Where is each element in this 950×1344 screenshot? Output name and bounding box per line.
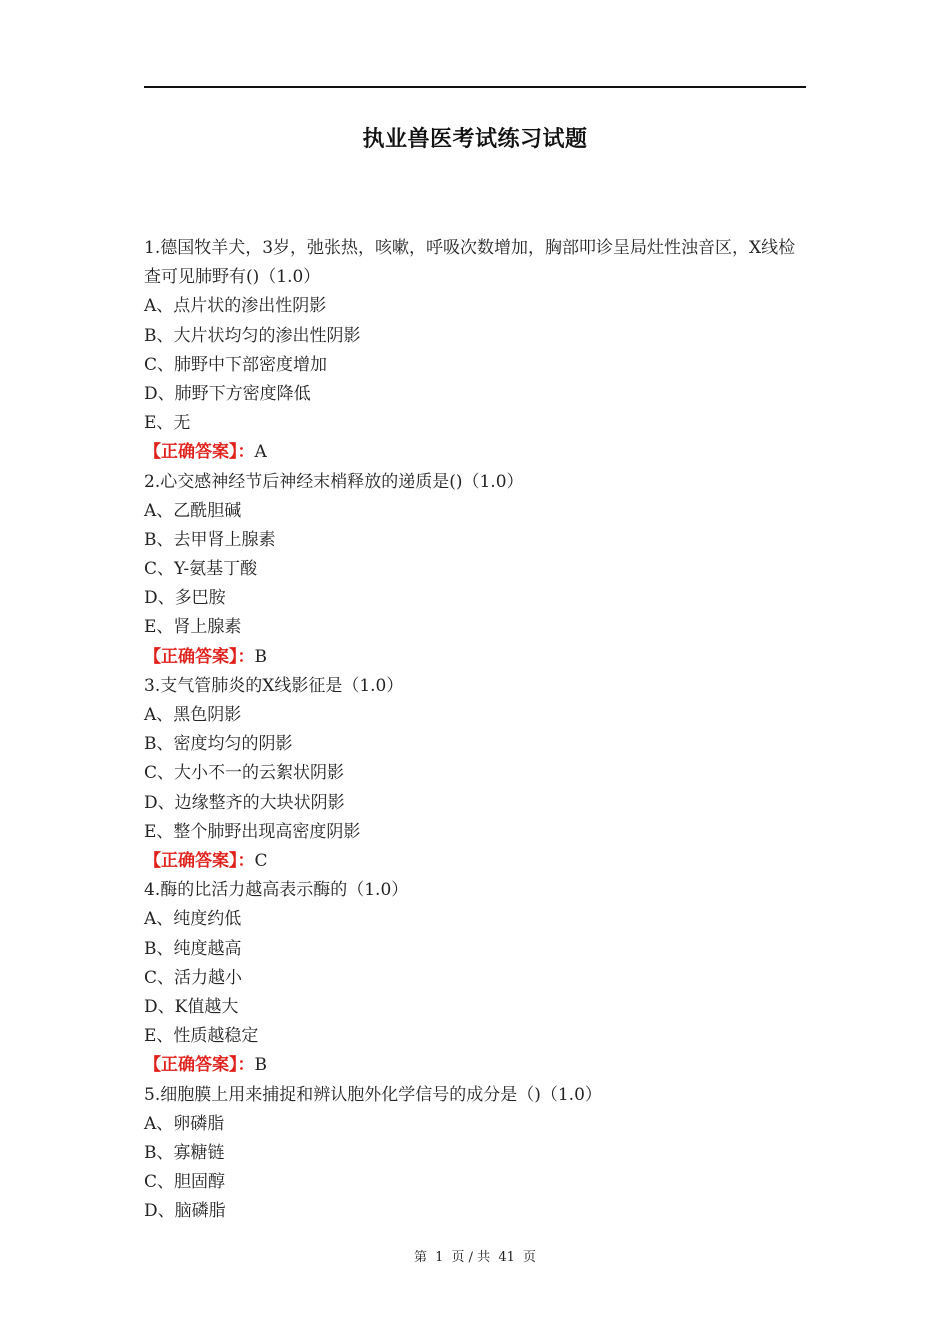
option-d: D、脑磷脂 [144,1201,226,1222]
option-b: B、纯度越高 [144,938,242,959]
correct-answer [144,847,806,876]
option-a: A、纯度约低 [144,909,242,930]
option-d: D、多巴胺 [144,588,226,609]
option-e: E、性质越稳定 [144,1026,259,1047]
option-e: E、无 [144,413,191,434]
option-e: E、肾上腺素 [144,617,242,638]
option-b: B、去甲肾上腺素 [144,529,276,550]
question-3 [144,672,806,876]
answer-label: 【正确答案】： [144,851,255,871]
option-b: B、寡糖链 [144,1142,225,1163]
option-c: C、肺野中下部密度增加 [144,354,328,375]
answer-value: C [254,851,268,871]
option-e: E、整个肺野出现高密度阴影 [144,821,361,842]
question-text: 3.支气管肺炎的X线影征是（1.0） [144,675,404,696]
page-number: 1 [435,1250,444,1265]
option-c: C、胆固醇 [144,1172,226,1193]
question-text: 4.酶的比活力越高表示酶的（1.0） [144,880,409,901]
question-list [144,234,806,1226]
option-c: C、大小不一的云絮状阴影 [144,763,345,784]
option-c: C、活力越小 [144,967,243,988]
footer-suffix: 页 [523,1250,537,1265]
option-d: D、肺野下方密度降低 [144,383,311,404]
question-5 [144,1081,806,1227]
option-b: B、大片状均匀的渗出性阴影 [144,325,361,346]
option-a: A、点片状的渗出性阴影 [144,296,327,317]
option-b: B、密度均匀的阴影 [144,734,293,755]
correct-answer [144,438,806,467]
correct-answer [144,1051,806,1080]
question-text: 1.德国牧羊犬，3岁，弛张热，咳嗽，呼吸次数增加，胸部叩诊呈局灶性浊音区，X线检查可见肺野有()（1.0） [144,238,796,288]
correct-answer [144,643,806,672]
answer-label: 【正确答案】： [144,442,255,463]
question-2 [144,468,806,672]
footer-mid: 页 / 共 [451,1250,491,1265]
answer-value: B [254,646,267,667]
option-d: D、边缘整齐的大块状阴影 [144,792,345,813]
question-text: 2.心交感神经节后神经末梢释放的递质是()（1.0） [144,471,524,492]
option-a: A、黑色阴影 [144,705,242,726]
answer-value: B [254,1055,267,1076]
question-4 [144,876,806,1080]
question-1 [144,234,806,468]
option-c: C、Y-氨基丁酸 [144,559,258,580]
option-d: D、K值越大 [144,996,239,1017]
option-a: A、乙酰胆碱 [144,500,242,521]
answer-label: 【正确答案】： [144,646,255,667]
answer-label: 【正确答案】： [144,1055,255,1076]
page-footer [0,1246,950,1265]
answer-value: A [254,442,267,463]
page-total: 41 [498,1250,515,1265]
footer-prefix: 第 [413,1250,427,1265]
option-a: A、卵磷脂 [144,1113,225,1134]
header-rule [144,86,806,88]
question-text: 5.细胞膜上用来捕捉和辨认胞外化学信号的成分是（)（1.0） [144,1084,602,1105]
document-title: 执业兽医考试练习试题 [362,127,588,152]
